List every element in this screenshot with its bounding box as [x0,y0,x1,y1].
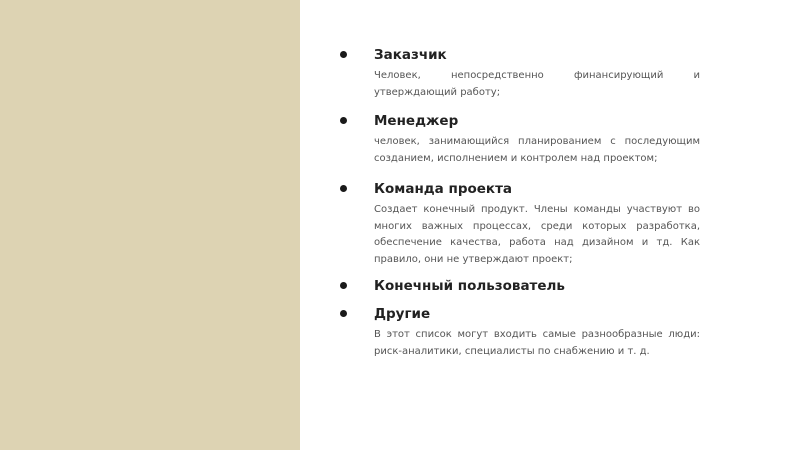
item-title: Другие [374,306,431,322]
bullet-icon [340,51,347,58]
bullet-icon [340,310,347,317]
item-description: Человек, непосредственно финансирующий и утверждающий работу; [374,70,700,98]
bullet-icon [340,185,347,192]
bullet-icon [340,117,347,124]
item-title: Конечный пользователь [374,278,565,294]
list-item-manager [338,111,700,167]
item-title: Менеджер [374,113,459,129]
item-title: Заказчик [374,47,447,63]
item-description: В этот список могут входить самые разнообразные люди: риск-аналитики, специалисты по снабжению и т. д. [374,329,700,357]
list-item-customer [338,45,700,101]
left-decorative-panel [0,0,300,450]
list-item-others [338,304,700,360]
list-item-end-user [338,276,700,296]
bullet-icon [340,282,347,289]
item-description: человек, занимающийся планированием с последующим созданием, исполнением и контролем над проектом; [374,136,700,164]
stakeholder-list [338,45,700,360]
item-title: Команда проекта [374,181,513,197]
item-description: Создает конечный продукт. Члены команды участвуют во многих важных процессах, среди которых разработка, обеспечение качества, работа над дизайном и тд. Как правило, они не утверждают проект; [374,204,700,265]
list-item-project-team [338,179,700,268]
